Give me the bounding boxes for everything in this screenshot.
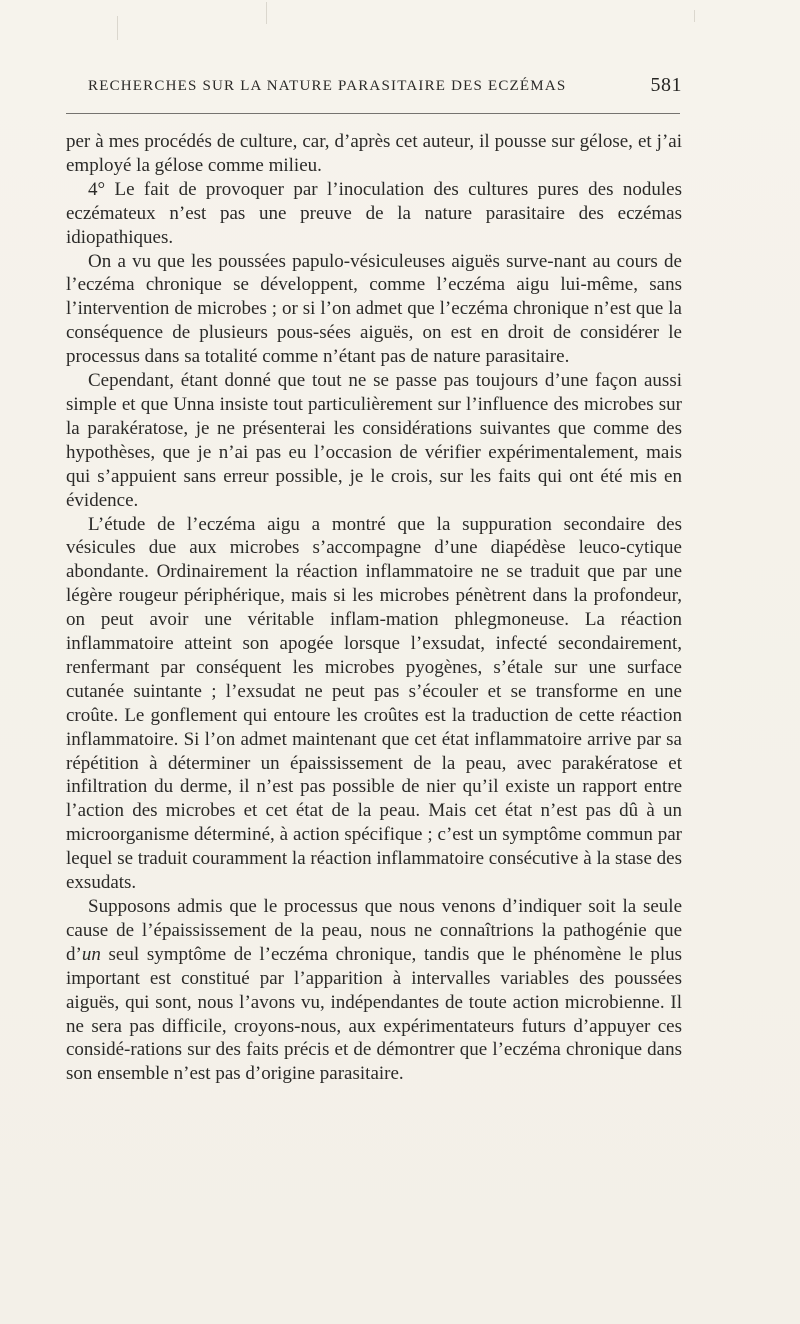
page-number: 581 <box>650 74 682 96</box>
italic-word: un <box>81 943 101 965</box>
paragraph-conclusion <box>66 895 682 1086</box>
paper-mark <box>117 16 118 40</box>
body-text <box>66 130 682 1086</box>
paragraph-point-4: 4° Le fait de provoquer par l’inoculation des cultures pures des nodules eczémateux n’est pas une preuve de la nature parasitaire des eczémas idiopathiques. <box>66 178 682 248</box>
paragraph-unna-hypothesis: Cependant, étant donné que tout ne se passe pas toujours d’une façon aussi simple et que Unna insiste tout particulièrement sur l’influence des microbes sur la parakératose, je ne présenterai les considérations suivantes que comme des hypothèses, que je n’ai pas eu l’occasion de vérifier expérimentalement, mais qui s’appuient sans erreur possible, je le crois, sur les faits qui ont été mis en évidence. <box>66 370 682 511</box>
page-header <box>66 74 682 102</box>
paragraph-continuation: per à mes procédés de culture, car, d’après cet auteur, il pousse sur gélose, et j’ai employé la gélose comme milieu. <box>66 131 682 176</box>
paragraph-acute-eczema-study: L’étude de l’eczéma aigu a montré que la suppuration secondaire des vésicules due aux microbes s’accompagne d’une diapédèse leuco-cytique abondante. Ordinairement la réaction inflammatoire ne se traduit que par une légère rougeur périphérique, mais si les microbes pénètrent dans la profondeur, on peut avoir une véritable inflam-mation phlegmoneuse. La réaction inflammatoire atteint son apogée lorsque l’exsudat, infecté secondairement, renfermant par conséquent les microbes pyogènes, s’étale sur une surface cutanée suintante ; l’exsudat ne peut pas s’écouler et se transforme en une croûte. Le gonflement qui entoure les croûtes est la traduction de cette réaction inflammatoire. Si l’on admet maintenant que cet état inflammatoire arrive par sa répétition à déterminer un épaississement de la peau, avec parakératose et infiltration du derme, il n’est pas possible de nier qu’il existe un rapport entre l’action des microbes et cet état de la peau. Mais cet état n’est pas dû à un microorganisme déterminé, à action spécifique ; c’est un symptôme commun par lequel se traduit couramment la réaction inflammatoire consécutive à la stase des exsudats. <box>66 513 682 894</box>
paragraph-conclusion-end: seul symptôme de l’eczéma chronique, tandis que le phénomène le plus important est constitué par l’apparition à intervalles variables des poussées aiguës, qui sont, nous l’avons vu, indépendantes de toute action microbienne. Il ne sera pas difficile, croyons-nous, aux expérimentateurs futurs d’appuyer ces considé-rations sur des faits précis et de démontrer que l’eczéma chronique dans son ensemble n’est pas d’origine parasitaire. <box>66 943 682 1085</box>
paragraph-chronic-eczema: On a vu que les poussées papulo-vésiculeuses aiguës surve-nant au cours de l’eczéma chronique se développent, comme l’eczéma aigu lui-même, sans l’intervention de microbes ; or si l’on admet que l’eczéma chronique n’est que la conséquence de plusieurs pous-sées aiguës, on est en droit de considérer le processus dans sa totalité comme n’étant pas de nature parasitaire. <box>66 250 682 368</box>
paragraph-conclusion-start: Supposons admis que le processus que nous venons d’indiquer soit la seule cause de l’épaississement de la peau, nous ne connaîtrions la pathogénie que d’ <box>66 896 682 965</box>
paper-mark <box>266 2 267 24</box>
running-title: RECHERCHES SUR LA NATURE PARASITAIRE DES ECZÉMAS <box>88 78 567 94</box>
paper-mark <box>694 10 695 22</box>
header-divider <box>66 113 680 114</box>
